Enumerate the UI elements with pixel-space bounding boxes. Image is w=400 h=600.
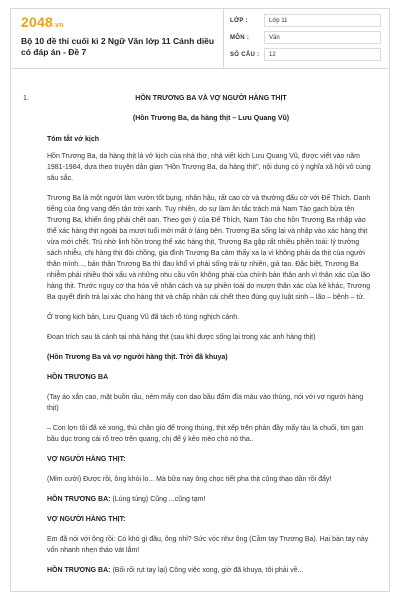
question-number: 1. [23,95,29,102]
speaker-vo-hang-thit-1: VỢ NGƯỜI HÀNG THỊT: [47,456,126,463]
dialogue-line-6 [47,565,375,576]
paragraph-excerpt-intro: Đoạn trích sau là cảnh tại nhà hàng thịt (sau khi được sống lại trong xác anh hàng thịt) [47,334,316,341]
site-logo[interactable] [21,15,215,33]
document-header [11,9,389,69]
dialogue-line-4 [47,494,375,505]
document-page [10,8,390,592]
meta-row-mon [224,29,389,46]
document-title: Bộ 10 đề thi cuối kì 2 Ngữ Văn lớp 11 Cánh diều có đáp án - Đề 7 [21,36,215,57]
scene-heading: (Hồn Trương Ba và vợ người hàng thịt. Trời đã khuya) [47,354,228,361]
paragraph-note: Ở trong kịch bản, Lưu Quang Vũ đã tách rõ tùng nghịch cảnh. [47,314,240,321]
mon-label: MÔN : [230,34,250,41]
logo-main: 2048 [21,14,53,30]
dialogue-line-4-text: (Lúng túng) Cũng ...cũng tạm! [112,496,206,503]
dialogue-line-5: Em đã nói với ông rồi: Có khó gì đâu, ông nhỉ? Sức vóc như ông (Cầm tay Trương Ba). Hai bàn tay này vốn nhanh nhẹn tháo vát lắm! [47,536,369,554]
lop-label: LỚP : [230,17,248,24]
speaker-hon-truong-ba-3: HỒN TRƯƠNG BA: [47,567,111,574]
dialogue-line-2: – Con lợn tôi đã xẻ xong, thủ chân giò để trong thúng, thịt xếp trên phản đầy mấy tàu lá chuối, tim gan bầu dục trong cái rổ treo trên quang, chị để ý kẻo mèo chó nó tha.. [47,425,364,443]
paragraph-intro: Hồn Trương Ba, da hàng thịt là vở kịch của nhà thơ, nhà viết kịch Lưu Quang Vũ, được viết vào năm 1981-1984, dựa theo truyện dân gian "Hồn Trương Ba, da hàng thịt", nội dung có ý nghĩa xã hội vô cùng sâu sắc. [47,153,371,182]
header-meta [223,9,389,68]
passage-title: HỒN TRƯƠNG BA VÀ VỢ NGƯỜI HÀNG THỊT [135,95,287,102]
lop-field[interactable]: Lớp 11 [264,14,381,27]
speaker-hon-truong-ba-2: HỒN TRƯƠNG BA: [47,496,111,503]
mon-field[interactable]: Văn [264,31,381,44]
paragraph-summary: Trương Ba là một người làm vườn tốt bụng, nhân hậu, rất cao cờ và thường đấu cờ với Đế Thích. Danh tiếng của ông vang đến tận trời xanh. Tuy nhiên, do sự làm ăn tắc trách mà Nam Tào gạch bừa tên Trương Ba, khiến ông phải chết oan. Theo gợi ý của Đế Thích, Nam Tào cho hồn Trương Ba nhập vào thể xác hàng thịt ngoài ba mươi tuổi mới mất ở làng bên. Trương Ba sống lại và nhập vào xác hàng thịt vừa mới chết. Trú nhờ linh hồn trong thể xác hàng thịt, Trương Ba gặp rất nhiều phiền toái: lý trưởng sách nhiễu, chị hàng thịt đòi chồng, gia đình Trương Ba cảm thấy xa lạ vì không phải da thịt của người thân mình..., bản thân Trương Ba thì đau khổ vì phải sống trái tự nhiên, giả tạo. Đặc biệt, Trương Ba nhiễm phải nhiều thói xấu và những nhu cầu vốn không phải của chính bản thân anh vì thân xác của lão hàng thịt. Trước nguy cơ tha hóa về nhân cách và sự phiền toái do mượn thân xác của kẻ khác, Trương Ba quyết định trả lại xác cho hàng thịt và chấp nhận cái chết theo đúng quy luật sinh – lão – bệnh – tử. [47,195,371,301]
header-left [11,9,223,68]
dialogue-line-6-text: (Bối rối rụt tay lại) Công việc xong, giờ đã khuya, tôi phải về... [112,567,304,574]
document-body [11,69,389,576]
logo-suffix: .vn [52,22,64,29]
summary-heading: Tóm tắt vở kịch [47,136,100,143]
passage-subtitle: (Hồn Trương Ba, da hàng thịt – Lưu Quang Vũ) [132,115,290,122]
meta-row-lop [224,12,389,29]
dialogue-line-3: (Mỉm cười) Được rồi, ông khỏi lo... Mà bữa nay ông chọc tiết pha thịt cũng thạo dần rồi đấy! [47,476,332,483]
speaker-hon-truong-ba-1: HỒN TRƯƠNG BA [47,374,109,381]
dialogue-line-1: (Tay áo xắn cao, mặt buồn rầu, ném mấy con dao bầu đấm đìa máu vào thùng, nói với vợ người hàng thịt) [47,394,364,412]
socau-label: SỐ CÂU : [230,51,260,58]
socau-field[interactable]: 12 [264,48,381,61]
speaker-vo-hang-thit-2: VỢ NGƯỜI HÀNG THỊT: [47,516,126,523]
meta-row-socau [224,46,389,63]
